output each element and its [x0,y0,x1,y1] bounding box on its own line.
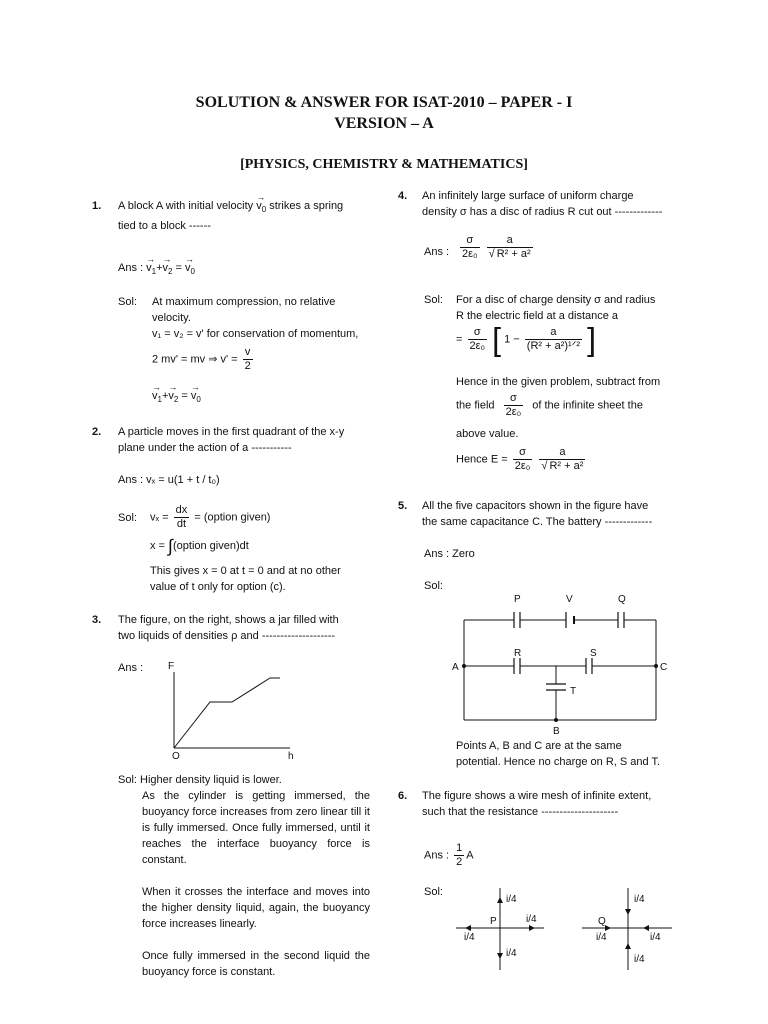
label-s: S [590,648,597,659]
q1-sol-4-text: 2 mv' = mv ⇒ v' = [152,353,238,366]
q4-one-minus: 1 − [504,333,520,346]
q4-ans-2eps: 2ε₀ [462,248,478,260]
q3-sol-2: As the cylinder is getting immersed, the buoyancy force increases from zero linear till it is fully immersed. Once fully immersed, until it reaches the interface buoyancy force is constant. [142,790,370,866]
q3-graph-curve [174,678,280,748]
q4-sol-a: a [525,326,582,340]
q4-sol-2: R the electric field at a distance a [456,310,619,322]
p-i4-right: i/4 [526,914,537,925]
label-a: A [452,662,459,673]
q4-sol-root-pow: (R² + a²)¹ᐟ² [526,340,581,352]
q2-sol-3: This gives x = 0 at t = 0 and at no other [150,565,341,577]
label-r: R [514,648,522,659]
q1-question [118,198,343,218]
q1-v0: → $v_0$ [256,198,266,218]
q2-sol-label: Sol: [118,512,137,524]
q4-ans-root: R² + a² [496,248,531,260]
left-bracket: [ [492,321,502,358]
q4-sol-sigma: σ [468,326,488,340]
q1-ans-label: Ans : [118,262,144,274]
q5-text-1: All the five capacitors shown in the figure have [422,500,649,512]
q4-e-sigma: σ [513,446,533,460]
q2-vx: vₓ = [150,511,169,524]
q4-e-2eps: 2ε₀ [514,460,531,472]
label-b: B [553,726,560,737]
q5-text-2: the same capacitance C. The battery ------------- [422,516,653,528]
q3-text-2: two liquids of densities ρ and -------------------- [118,630,336,642]
q6-mesh-diagrams [444,884,694,974]
q1-text-1: A block A with initial velocity [118,200,254,212]
q3-graph-label-h: h [288,751,294,762]
p-i4-bottom: i/4 [506,948,517,959]
p-i4-top: i/4 [506,894,517,905]
q1-sol-4 [152,346,255,373]
battery-v [566,612,574,628]
q4-sol-4a: the field [456,399,495,412]
q2-frac-d: dt [176,518,187,530]
q4-field-sigma: σ [504,392,524,406]
label-q: Q [618,594,626,605]
q6-frac-d: 2 [456,856,463,868]
mesh-p [456,888,544,970]
q4-e-a: a [539,446,585,460]
q1-number: 1. [92,200,102,212]
capacitor-r [514,658,520,674]
q1-sol-1: At maximum compression, no relative [152,296,336,308]
q4-sol-4 [456,392,676,419]
label-c: C [660,662,668,673]
q4-ans-expr: $\frac{\sigma}{\text{2ε₀}}$ $\frac{a}{\text{√ R² + a²}}$ [462,234,531,260]
q1-text-3: tied to a block ------ [118,220,211,232]
q6-number: 6. [398,790,408,802]
label-t: T [570,686,577,697]
q1-frac-d: 2 [244,360,251,372]
q6-text-1: The figure shows a wire mesh of infinite extent, [422,790,652,802]
q4-sol-6: Hence E = $\frac{\sigma}{\text{2ε₀}}$ $\frac{a}{\text{√ R² + a²}}$ [456,446,584,472]
q2-text-1: A particle moves in the first quadrant of the x-y [118,426,345,438]
right-bracket: ] [587,321,596,358]
q3-sol-3: When it crosses the interface and moves into the higher density liquid, again, the buoyancy force increases linearly. [142,886,370,930]
q6-ans-label: Ans : [424,849,450,862]
q5-answer: Ans : Zero [424,548,475,560]
q-i4-top: i/4 [634,894,645,905]
q4-ans-sigma: σ [460,234,480,248]
q2-text-2: plane under the action of a ----------- [118,442,292,454]
q3-ans-label: Ans : [118,662,144,674]
capacitor-p [514,612,520,628]
q6-ans-unit: A [466,849,474,862]
integral-sign: ∫ [168,536,173,556]
q1-sol-label: Sol: [118,296,137,308]
label-p-node: P [490,916,497,927]
q1-sol-5: → $v_1+\to v_2$ = → $v_0$ [152,388,201,408]
q4-sol-3: Hence in the given problem, subtract from [456,376,661,388]
q1-frac [243,346,253,373]
q4-sol-5: above value. [456,428,519,440]
q5-number: 5. [398,500,408,512]
q3-sol-1: Sol: Higher density liquid is lower. [118,774,282,786]
q4-text-1: An infinitely large surface of uniform charge [422,190,634,202]
title-line-1: SOLUTION & ANSWER FOR ISAT-2010 – PAPER - I [195,94,573,111]
q4-number: 4. [398,190,408,202]
q3-text-1: The figure, on the right, shows a jar filled with [118,614,339,626]
subtitle: [PHYSICS, CHEMISTRY & MATHEMATICS] [240,157,528,172]
q4-sol-4b: of the infinite sheet the [532,399,643,412]
q4-ans-a: a [487,234,533,248]
q-i4-left: i/4 [596,932,607,943]
q2-number: 2. [92,426,102,438]
label-p: P [514,594,521,605]
q4-sol-eq [456,321,596,358]
q2-x: x = [150,540,165,552]
p-i4-left: i/4 [464,932,475,943]
q3-graph-label-f: F [168,661,175,672]
title-line-2: VERSION – A [334,115,434,132]
q3-sol-4: Once fully immersed in the second liquid the buoyancy force is constant. [142,950,370,978]
q6-sol-label: Sol: [424,886,443,898]
q4-sol-1: For a disc of charge density σ and radius [456,294,656,306]
q6-frac-n: 1 [456,842,463,854]
q2-answer: Ans : vₓ = u(1 + t / t₀) [118,474,220,486]
q6-text-2: such that the resistance --------------------- [422,806,619,818]
q2-frac [174,504,190,531]
q4-ans-label: Ans : [424,246,450,258]
q5-sol-label: Sol: [424,580,443,592]
q5-sol-1: Points A, B and C are at the same [456,740,622,752]
q1-sol-3: v₁ = v₂ = v' for conservation of momentum, [152,328,359,340]
q4-sol-2eps: 2ε₀ [469,340,486,352]
q4-text-2: density σ has a disc of radius R cut out ------------- [422,206,663,218]
mesh-q [582,888,672,970]
q4-field-2eps: 2ε₀ [505,406,522,418]
capacitor-t [546,684,566,690]
q5-circuit [450,590,676,740]
q3-graph [160,658,310,764]
q4-e-root: R² + a² [549,460,584,472]
q6-answer [424,842,474,869]
q2-sol-2 [150,538,249,554]
capacitor-s [586,658,592,674]
q4-sol-label: Sol: [424,294,443,306]
q4-eq: = [456,333,463,346]
capacitor-q [618,612,624,628]
q-i4-bottom: i/4 [634,954,645,965]
q1-sol-2: velocity. [152,312,191,324]
q1-frac-n: v [243,346,253,360]
q5-sol-2: potential. Hence no charge on R, S and T. [456,756,661,768]
q2-given: = (option given) [194,511,271,524]
q3-graph-label-o: O [172,751,180,762]
q-i4-right: i/4 [650,932,661,943]
q4-hence-e: Hence E = [456,453,508,466]
q2-sol-1 [150,504,270,531]
q2-int: (option given)dt [172,540,249,552]
label-q-node: Q [598,916,606,927]
label-v: V [566,594,573,605]
q2-frac-n: dx [175,504,188,516]
q3-number: 3. [92,614,102,626]
q1-answer: Ans : → $v_1+\to v_2$ = → $v_0$ [118,260,195,280]
q1-text-2: strikes a spring [269,200,344,212]
q2-sol-4: value of t only for option (c). [150,581,286,593]
